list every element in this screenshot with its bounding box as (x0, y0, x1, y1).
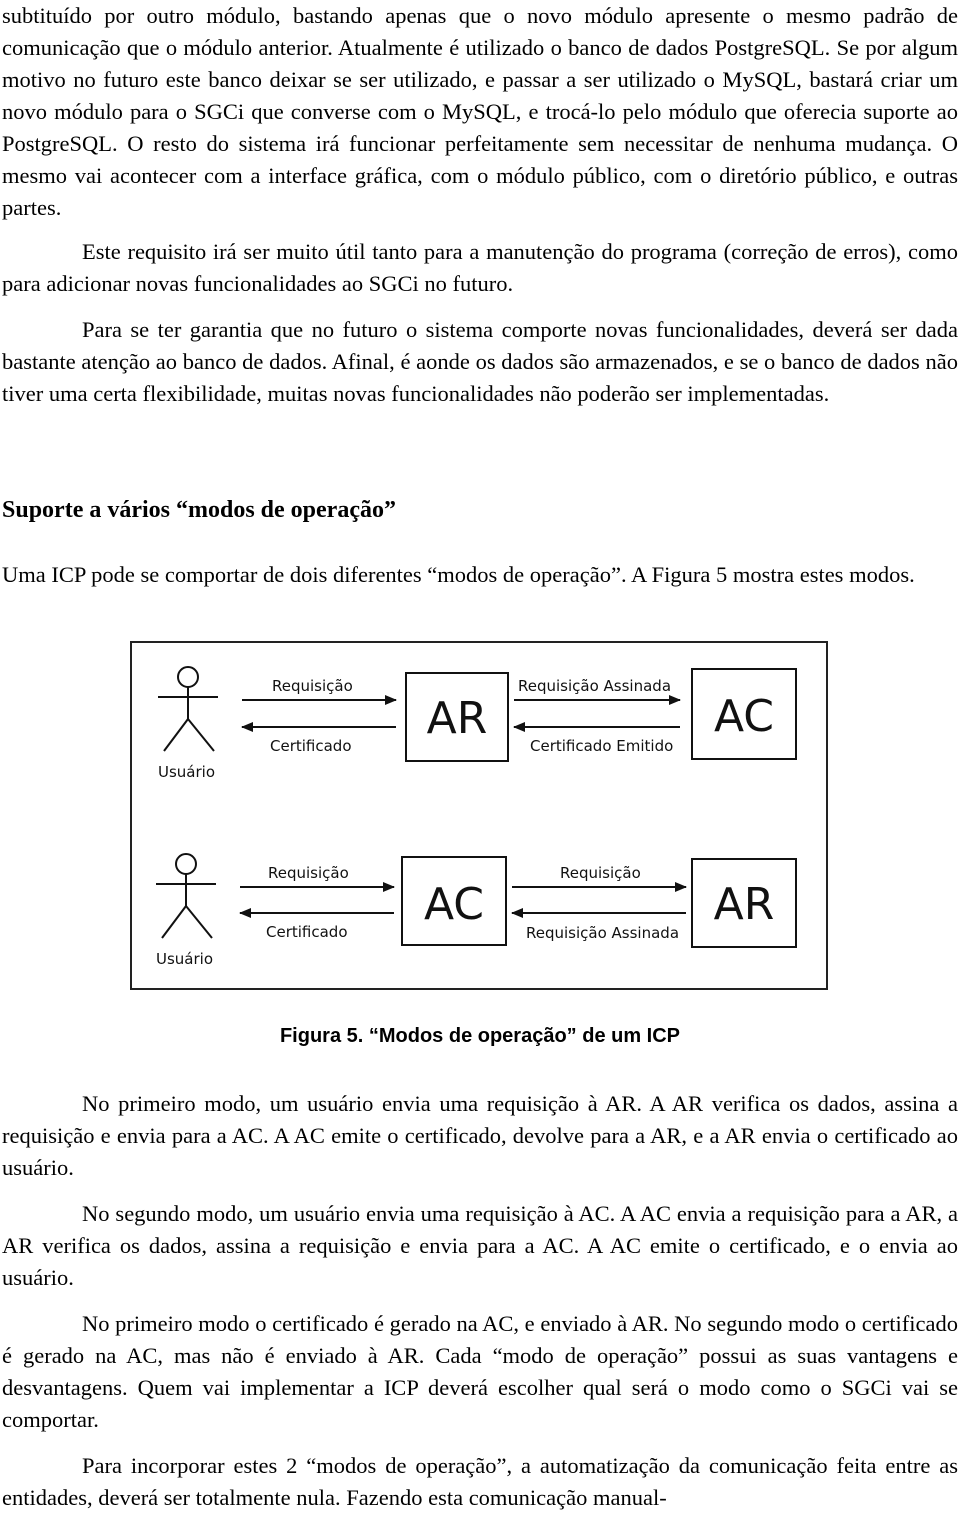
entity-label: AC (713, 691, 775, 742)
paragraph-icp-modes-intro: Uma ICP pode se comportar de dois diferentes “modos de operação”. A Figura 5 mostra estes modos. (2, 562, 915, 587)
paragraph-database: Para se ter garantia que no futuro o sistema comporte novas funcionalidades, deverá ser dada bastante atenção ao banco de dados. Afinal, é aonde os dados são armazenados, e se o banco de dados não tiver uma certa flexibilidade, muitas novas funcionalidades não poderão ser implementadas. (2, 317, 958, 406)
entity-label: AR (426, 693, 488, 744)
figure-operation-modes (130, 641, 828, 990)
actor-label: Usuário (158, 763, 216, 781)
mode-1-diagram (158, 667, 796, 781)
paragraph-modularity: subtituído por outro módulo, bastando apenas que o novo módulo apresente o mesmo padrão de comunicação que o módulo anterior. Atualmente é utilizado o banco de dados PostgreSQL. Se por algum motivo no futuro este banco deixar se ser utilizado, e passar a ser utilizado o MySQL, bastará criar um novo módulo para o SGCi que converse com o MySQL, e trocá-lo pelo módulo que oferecia suporte ao PostgreSQL. O resto do sistema irá funcionar perfeitamente sem necessitar de nenhuma mudança. O mesmo vai acontecer com a interface gráfica, com o módulo público, com o diretório público, e outras partes. (2, 3, 958, 220)
arrow-label: Requisição Assinada (518, 677, 672, 695)
section-heading: Suporte a vários “modos de operação” (2, 497, 396, 523)
actor-label: Usuário (156, 950, 214, 968)
paragraph-first-mode: No primeiro modo, um usuário envia uma requisição à AR. A AR verifica os dados, assina a requisição e envia para a AC. A AC emite o certificado, devolve para a AR, e a AR envia o certificado ao usuário. (2, 1091, 958, 1180)
arrow-label: Certificado (270, 737, 352, 755)
arrow-label: Requisição (268, 864, 349, 882)
mode-2-diagram (156, 854, 796, 968)
paragraph-maintenance: Este requisito irá ser muito útil tanto para a manutenção do programa (correção de erros), como para adicionar novas funcionalidades ao SGCi no futuro. (2, 239, 958, 296)
figure-caption: Figura 5. “Modos de operação” de um ICP (279, 1025, 681, 1047)
operation-modes-diagram (132, 643, 826, 988)
arrow-label: Certificado (266, 923, 348, 941)
paragraph-automation: Para incorporar estes 2 “modos de operação”, a automatização da comunicação feita entre as entidades, deverá ser totalmente nula. Fazendo esta comunicação manual- (2, 1453, 958, 1510)
arrow-label: Requisição Assinada (526, 924, 680, 942)
arrow-label: Requisição (560, 864, 641, 882)
arrow-label: Certificado Emitido (530, 737, 674, 755)
user-actor-icon (156, 854, 216, 938)
paragraph-second-mode: No segundo modo, um usuário envia uma requisição à AC. A AC envia a requisição para a AR, a AR verifica os dados, assina a requisição e envia para a AC. A AC emite o certificado, e o envia ao usuário. (2, 1201, 958, 1290)
entity-label: AR (713, 879, 775, 930)
paragraph-mode-comparison: No primeiro modo o certificado é gerado na AC, e enviado à AR. No segundo modo o certificado é gerado na AC, mas não é enviado à AR. Cada “modo de operação” possui as suas vantagens e desvantagens. Quem vai implementar a ICP deverá escolher qual será o modo como o SGCi vai se comportar. (2, 1311, 958, 1432)
entity-label: AC (423, 879, 485, 930)
arrow-label: Requisição (272, 677, 353, 695)
user-actor-icon (158, 667, 218, 751)
